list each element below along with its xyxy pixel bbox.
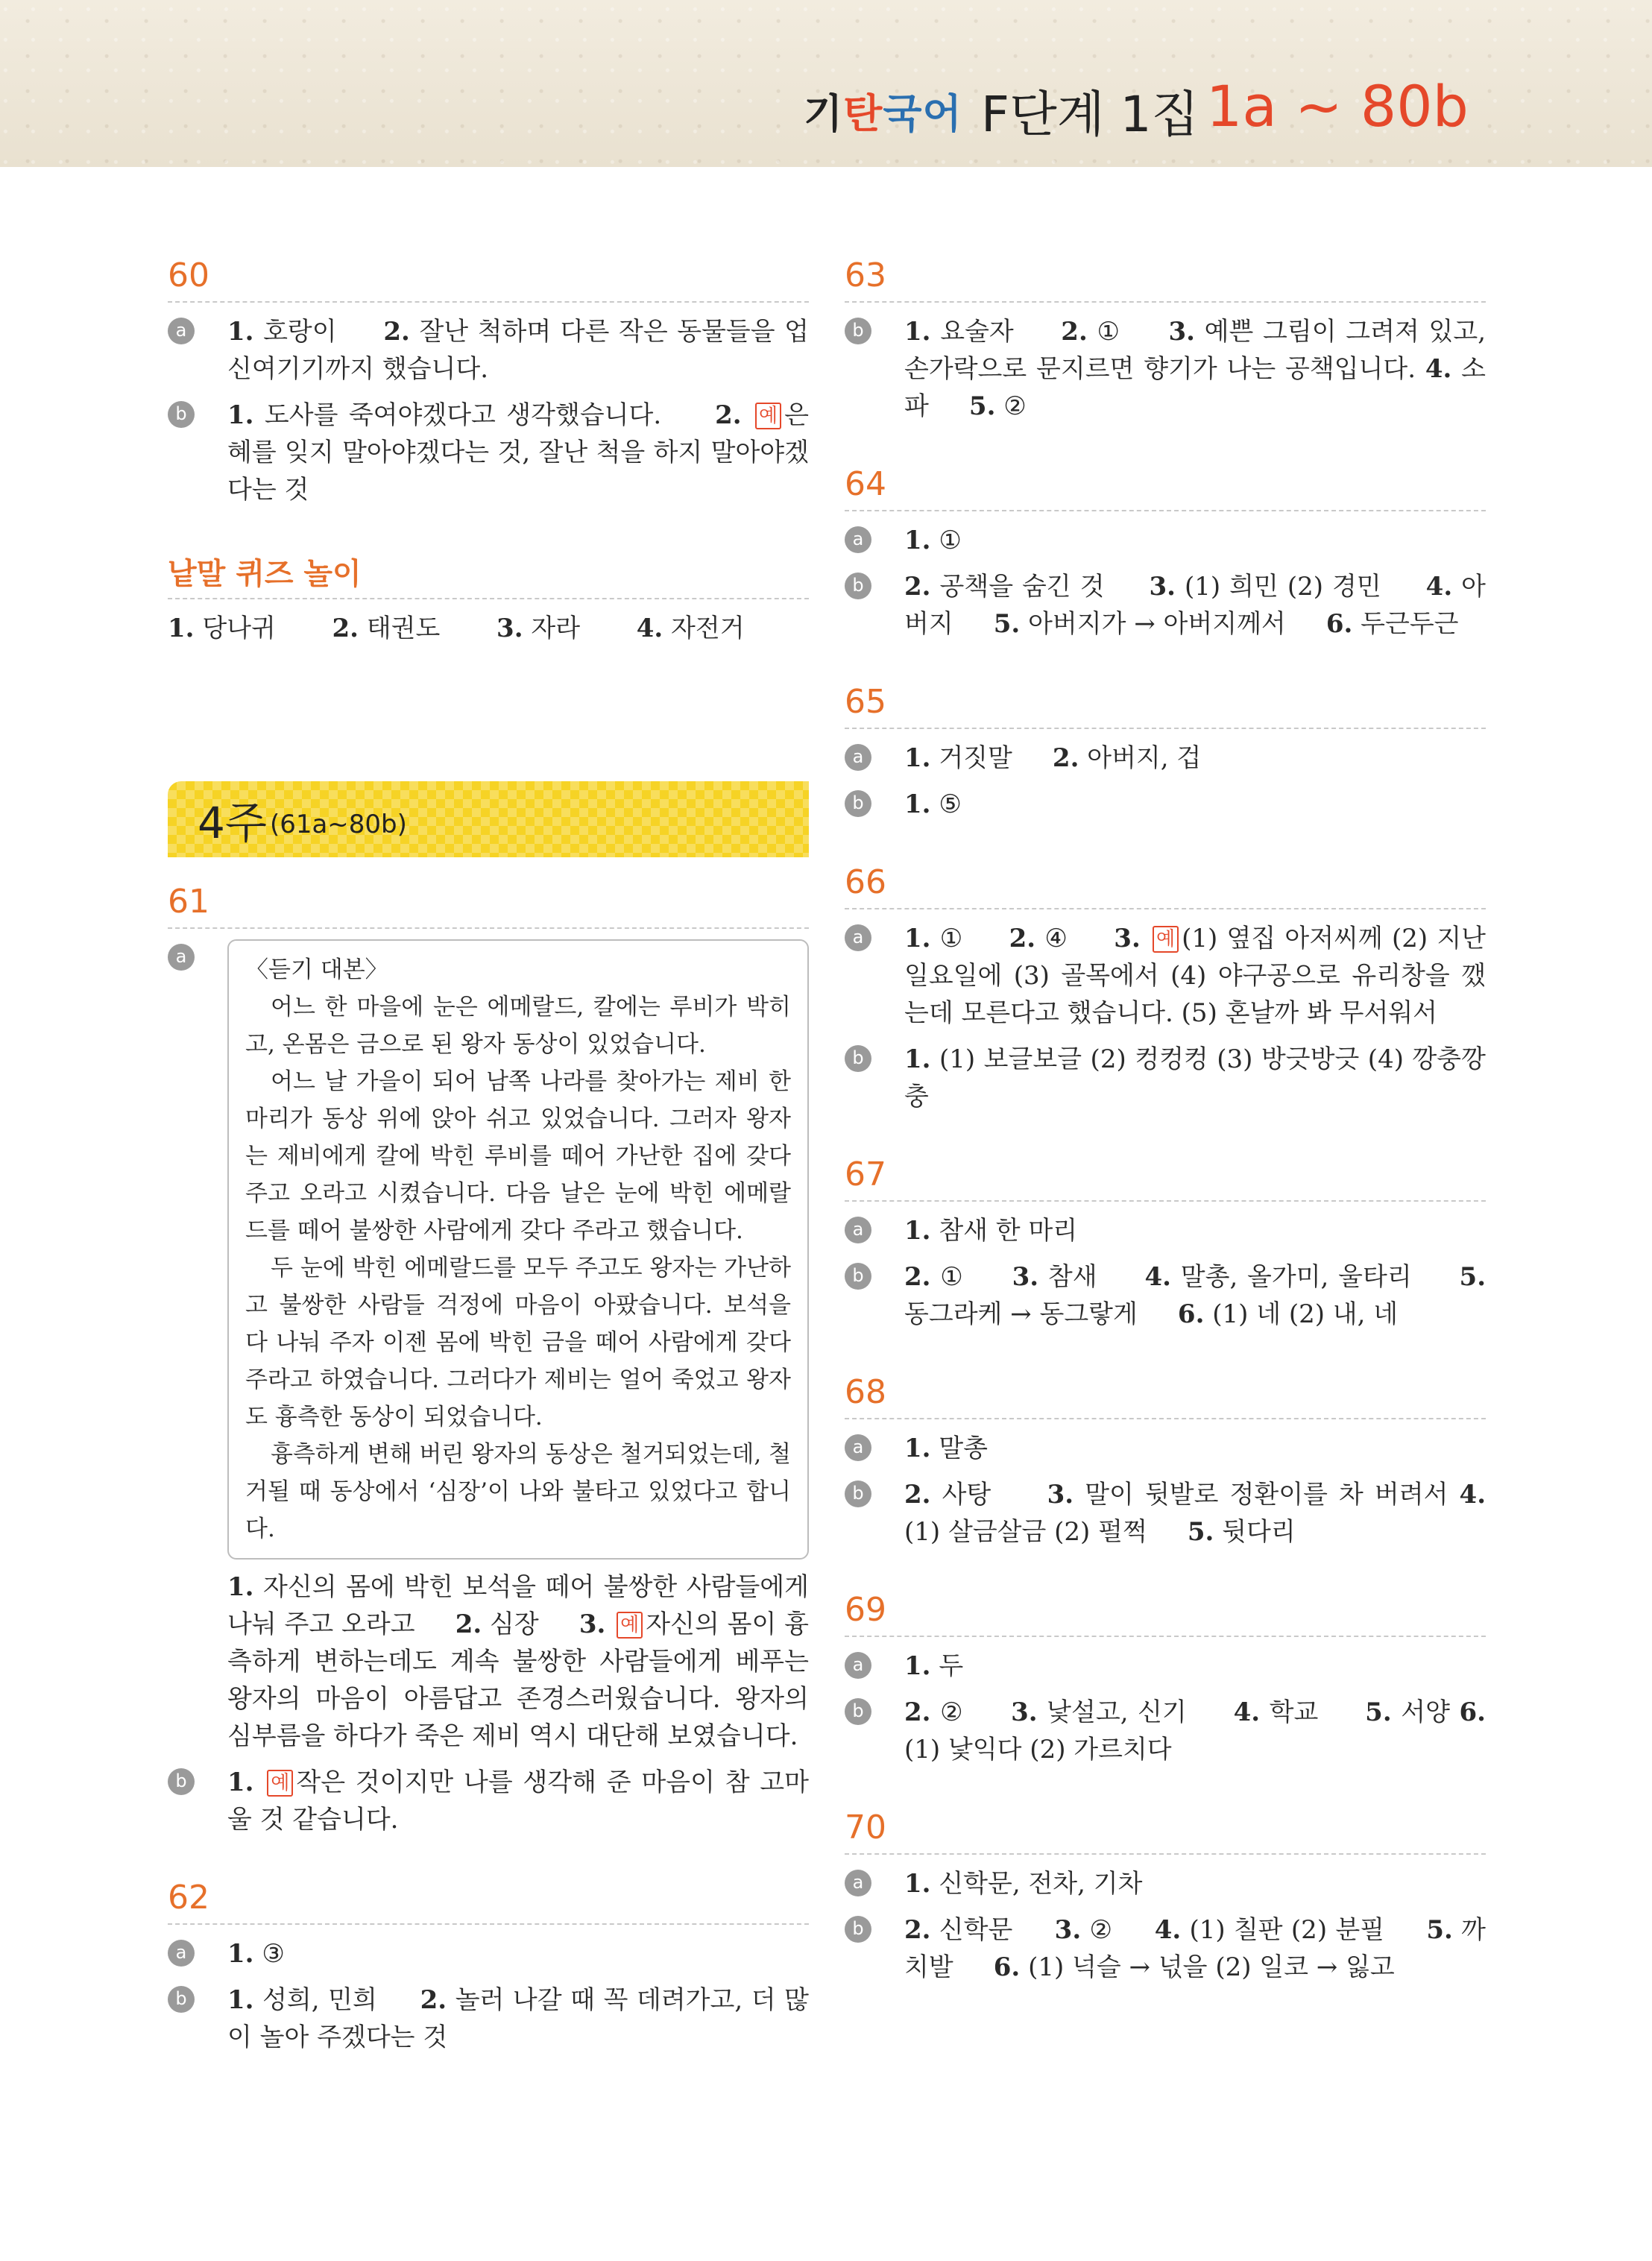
script-title: 〈듣기 대본〉 [245, 956, 388, 983]
answer-row-b [845, 786, 1486, 823]
quiz-title: 낱말 퀴즈 놀이 [168, 553, 809, 599]
section-69 [845, 1588, 1486, 1768]
answer-row-a [845, 1212, 1486, 1249]
answer-text: 1. ① [904, 526, 962, 555]
example-badge: 예 [1153, 926, 1179, 953]
quiz-section [168, 553, 809, 647]
section-number: 64 [845, 462, 1486, 511]
answer-text: 1. 성희, 민희 2. 놀러 나갈 때 꼭 데려가고, 더 많이 놀아 주겠다는 것 [227, 1985, 809, 2052]
listening-script-box [227, 939, 809, 1560]
answer-text: 1. ① 2. ④ 3. 예 (1) 옆집 아저씨께 (2) 지난 일요일에 (3) 골목에서 (4) 야구공으로 유리창을 깼는데 모른다고 했습니다. (5) 혼날까 봐 무서워서 [904, 924, 1487, 1028]
mark-b-icon: b [845, 1916, 871, 1943]
answer-row-b [845, 1476, 1486, 1551]
mark-a-icon: a [845, 1217, 871, 1243]
section-number: 62 [168, 1876, 809, 1925]
mark-a-icon: a [168, 944, 195, 971]
example-badge: 예 [267, 1770, 293, 1797]
section-number: 66 [845, 860, 1486, 909]
mark-a-icon: a [845, 1652, 871, 1679]
answer-text: 2. 사탕 3. 말이 뒷발로 정환이를 차 버려서 4. (1) 살금살금 (2) 펄쩍 5. 뒷다리 [904, 1480, 1487, 1547]
mark-a-icon: a [845, 924, 871, 951]
answer-text: 1. 예 작은 것이지만 나를 생각해 준 마음이 참 고마울 것 같습니다. [227, 1768, 809, 1835]
mark-b-icon: b [845, 1480, 871, 1507]
script-paragraph: 어느 한 마을에 눈은 에메랄드, 칼에는 루비가 박히고, 온몸은 금으로 된 왕자 동상이 있었습니다. [245, 994, 791, 1058]
section-61 [168, 880, 809, 1838]
answer-row-b [845, 1258, 1486, 1333]
answer-row-a [168, 1935, 809, 1973]
mark-a-icon: a [845, 526, 871, 553]
mark-b-icon: b [168, 1986, 195, 2013]
section-66 [845, 860, 1486, 1115]
mark-b-icon: b [845, 573, 871, 599]
answer-row-a [845, 740, 1486, 777]
answer-text: 1. (1) 보글보글 (2) 컹컹컹 (3) 방긋방긋 (4) 깡충깡충 [904, 1044, 1486, 1111]
answer-row-a [845, 920, 1486, 1032]
mark-a-icon: a [845, 744, 871, 771]
section-70 [845, 1806, 1486, 1986]
section-number: 68 [845, 1370, 1486, 1419]
answer-text: 1. 요술자 2. ① 3. 예쁜 그림이 그려져 있고, 손가락으로 문지르면 향기가 나는 공책입니다. 4. 소파 5. ② [904, 317, 1487, 421]
mark-b-icon: b [168, 401, 195, 428]
answer-row-b [845, 313, 1486, 425]
page-header [0, 0, 1652, 167]
answer-row-b [845, 568, 1486, 643]
answer-row-b [168, 1764, 809, 1838]
answer-text: 1. 거짓말 2. 아버지, 겁 [904, 743, 1202, 773]
mark-b-icon: b [845, 1698, 871, 1725]
week-banner [168, 781, 809, 857]
mark-b-icon: b [845, 1263, 871, 1290]
mark-b-icon: b [845, 318, 871, 344]
mark-a-icon: a [168, 1940, 195, 1967]
section-63 [845, 253, 1486, 425]
brand-logo: 기탄국어 [804, 90, 962, 137]
answer-row-b [168, 397, 809, 508]
section-number: 63 [845, 253, 1486, 303]
mark-a-icon: a [168, 318, 195, 344]
answer-row-a [168, 313, 809, 388]
mark-a-icon: a [845, 1870, 871, 1896]
answer-text: 2. ② 3. 낯설고, 신기 4. 학교 5. 서양 6. (1) 낯익다 (2) 가르치다 [904, 1697, 1486, 1765]
section-number: 69 [845, 1588, 1486, 1637]
answer-text: 2. 신학문 3. ② 4. (1) 칠판 (2) 분필 5. 까치발 6. (1) 넉슬 → 넋을 (2) 일코 → 잃고 [904, 1915, 1487, 1982]
answer-text: 1. 도사를 죽여야겠다고 생각했습니다. 2. 예 은혜를 잊지 말아야겠다는 것, 잘난 척을 하지 말아야겠다는 것 [227, 400, 810, 505]
section-62 [168, 1876, 809, 2056]
section-number: 70 [845, 1806, 1486, 1855]
section-number: 67 [845, 1152, 1486, 1202]
example-badge: 예 [755, 403, 781, 429]
script-paragraph: 흉측하게 변해 버린 왕자의 동상은 철거되었는데, 철거될 때 동상에서 ‘심장’이 나와 불타고 있었다고 합니다. [245, 1441, 791, 1542]
answer-text: 1. 두 [904, 1651, 964, 1681]
section-65 [845, 680, 1486, 823]
answer-row-b [845, 1911, 1486, 1986]
right-column [845, 253, 1486, 2023]
answer-row-b [845, 1041, 1486, 1115]
left-column [168, 253, 809, 2093]
mark-b-icon: b [845, 790, 871, 817]
example-badge: 예 [617, 1612, 643, 1639]
answer-text: 2. 공책을 숨긴 것 3. (1) 희민 (2) 경민 4. 아버지 5. 아버지가 → 아버지께서 6. 두근두근 [904, 572, 1487, 639]
mark-b-icon: b [168, 1768, 195, 1795]
answer-row-b [168, 1981, 809, 2056]
answer-text: 2. ① 3. 참새 4. 말총, 올가미, 울타리 5. 동그라케 → 동그랗게 6. (1) 네 (2) 내, 네 [904, 1262, 1487, 1329]
answer-row-a [168, 939, 809, 1560]
answer-row-b [845, 1694, 1486, 1768]
answer-row-a [845, 1865, 1486, 1902]
answer-row-a [845, 1647, 1486, 1685]
section-67 [845, 1152, 1486, 1333]
section-number: 60 [168, 253, 809, 303]
script-paragraph: 두 눈에 박힌 에메랄드를 모두 주고도 왕자는 가난하고 불쌍한 사람들 걱정에 마음이 아팠습니다. 보석을 다 나눠 주자 이젠 몸에 박힌 금을 떼어 사람에게 갖다 주라고 하였습니다. 그러다가 제비는 얼어 죽었고 왕자도 흉측한 동상이 되었습니다. [245, 1255, 791, 1431]
answer-row-a [845, 1430, 1486, 1467]
answer-continuation [168, 1568, 809, 1755]
script-paragraph: 어느 날 가을이 되어 남쪽 나라를 찾아가는 제비 한 마리가 동상 위에 앉아 쉬고 있었습니다. 그러자 왕자는 제비에게 칼에 박힌 루비를 떼어 가난한 집에 갖다 주고 오라고 시켰습니다. 다음 날은 눈에 박힌 에메랄드를 떼어 불쌍한 사람에게 갖다 주라고 했습니다. [245, 1068, 791, 1244]
answer-text: 1. 자신의 몸에 박힌 보석을 떼어 불쌍한 사람들에게 나눠 주고 오라고 2. 심장 3. 예 자신의 몸이 흉측하게 변하는데도 계속 불쌍한 사람들에게 베푸는 왕자의 마음이 아름답고 존경스러웠습니다. 왕자의 심부름을 하다가 죽은 제비 역시 대단해 보였습니다. [227, 1572, 810, 1751]
answer-text: 1. 말총 [904, 1434, 989, 1463]
section-number: 65 [845, 680, 1486, 729]
stage-label: F단계 1집 [981, 86, 1199, 143]
section-60 [168, 253, 809, 508]
answer-text: 1. 참새 한 마리 [904, 1216, 1078, 1246]
answer-row-a [845, 522, 1486, 559]
range-label: 1a ~ 80b [1206, 73, 1469, 139]
quiz-answers: 1. 당나귀 2. 태권도 3. 자라 4. 자전거 [168, 614, 745, 643]
answer-text: 1. 신학문, 전차, 기차 [904, 1869, 1143, 1899]
week-range: (61a~80b) [269, 810, 407, 839]
week-title: 4주 [198, 798, 267, 848]
section-68 [845, 1370, 1486, 1551]
answer-text: 1. 호랑이 2. 잘난 척하며 다른 작은 동물들을 업신여기기까지 했습니다. [227, 317, 810, 384]
section-number: 61 [168, 880, 809, 929]
answer-text: 1. ⑤ [904, 789, 962, 819]
mark-a-icon: a [845, 1434, 871, 1461]
answer-text: 1. ③ [227, 1939, 285, 1969]
section-64 [845, 462, 1486, 643]
mark-b-icon: b [845, 1045, 871, 1072]
